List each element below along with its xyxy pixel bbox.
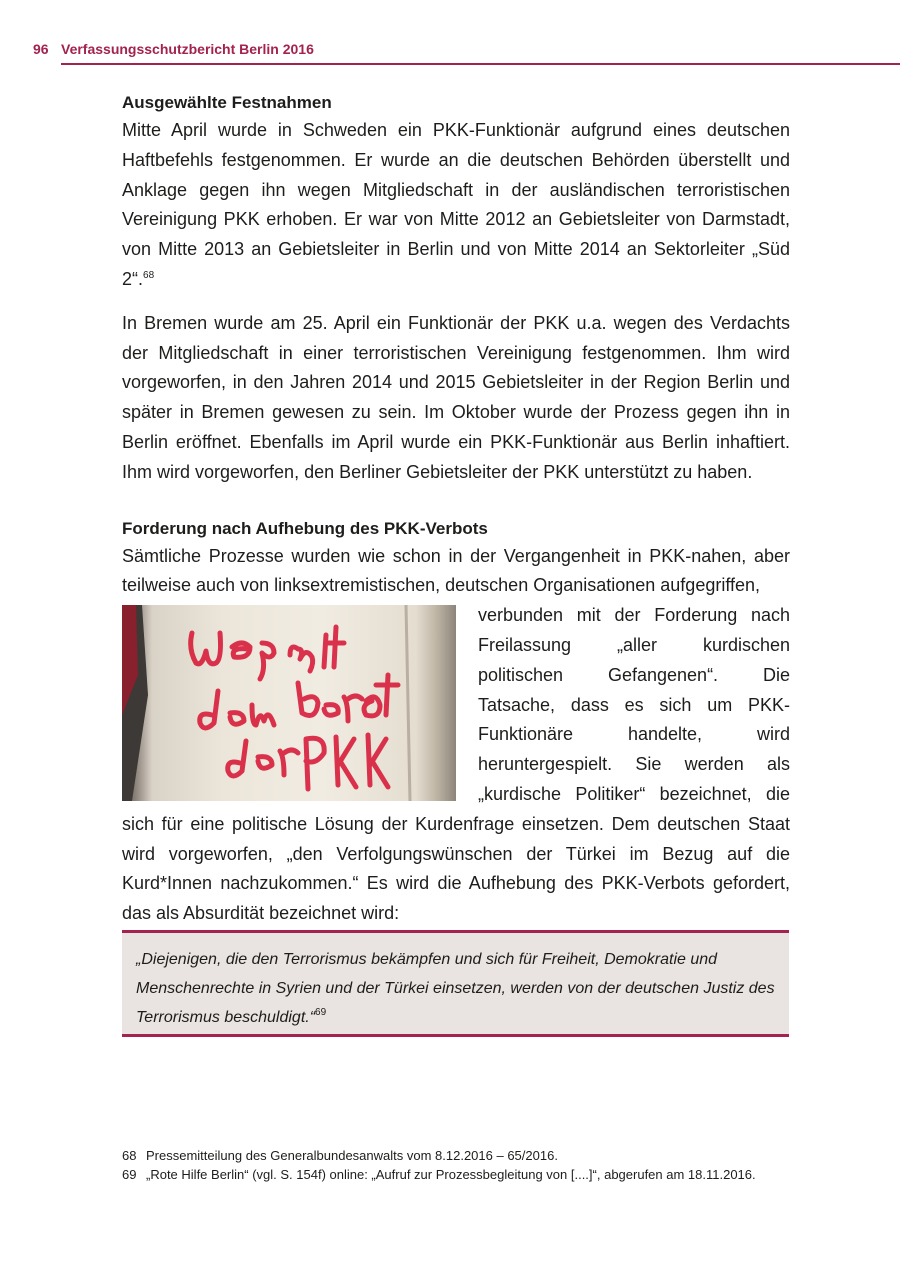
footnote-number: 68 — [122, 1148, 137, 1163]
graffiti-image — [122, 605, 456, 801]
footnote-ref: 69 — [315, 1007, 327, 1018]
footnote — [122, 1146, 790, 1165]
section-heading-festnahmen: Ausgewählte Festnahmen — [122, 93, 332, 112]
paragraph — [122, 116, 790, 295]
page-header — [33, 38, 900, 66]
quote-text: „Diejenigen, die den Terrorismus bekämpfen und sich für Freiheit, Demokratie und Menschenrechte in Syrien und der Türkei einsetzen, werden von der deutschen Justiz des Terrorismus beschuldigt.“ — [136, 951, 775, 1026]
page-number: 96 — [33, 41, 49, 57]
footnote-ref: 68 — [143, 269, 155, 281]
running-title: Verfassungsschutzbericht Berlin 2016 — [61, 41, 314, 57]
main-content — [122, 90, 790, 929]
graffiti-photo — [122, 605, 456, 801]
section-heading-forderung: Forderung nach Aufhebung des PKK-Verbots — [122, 518, 488, 538]
paragraph: In Bremen wurde am 25. April ein Funktionär der PKK u.a. wegen des Verdachts der Mitgliedschaft in einer terroristischen Vereinigung festgenommen. Ihm wird vorgeworfen, in den Jahren 2014 und 2015 Gebietsleiter in der Region Berlin und später in Bremen gewesen zu sein. Im Oktober wurde der Prozess gegen ihn in Berlin eröffnet. Ebenfalls im April wurde ein PKK-Funktionär aus Berlin inhaftiert. Ihm wird vorgeworfen, den Berliner Gebietsleiter der PKK unterstützt zu haben. — [122, 312, 790, 482]
quote-paragraph — [122, 933, 789, 1032]
footnote-number: 69 — [122, 1167, 137, 1182]
header-rule — [61, 63, 900, 65]
paragraph-text: Mitte April wurde in Schweden ein PKK-Funktionär aufgrund eines deutschen Haftbefehls festgenommen. Er wurde an die deutschen Behörden überstellt und Anklage gegen ihn wegen Mitgliedschaft in der ausländischen terroristischen Vereinigung PKK erhoben. Er war von Mitte 2012 an Gebietsleiter von Darmstadt, von Mitte 2013 an Gebietsleiter in Berlin und von Mitte 2014 an Sektorleiter „Süd 2“. — [122, 120, 790, 289]
footnote-text: „Rote Hilfe Berlin“ (vgl. S. 154f) online: „Aufruf zur Prozessbegleitung von [....]“, abgerufen am 18.11.2016. — [146, 1167, 756, 1182]
footnote-text: Pressemitteilung des Generalbundesanwalts vom 8.12.2016 – 65/2016. — [146, 1148, 558, 1163]
footnote — [122, 1165, 790, 1184]
footnotes — [122, 1146, 790, 1184]
blockquote — [122, 930, 789, 1037]
paragraph: Sämtliche Prozesse wurden wie schon in der Vergangenheit in PKK-nahen, aber teilweise auch von linksextremistischen, deutschen Organisationen aufgegriffen, — [122, 545, 790, 596]
paragraph: verbunden mit der Forderung nach Freilassung „aller kurdischen politischen Gefangenen“. Die Tatsache, dass es sich um PKK-Funktionäre handelte, wird heruntergespielt. Sie werden als „kurdische Politiker“ bezeichnet, die sich für eine politische Lösung der Kurdenfrage einsetzen. Dem deutschen Staat wird vorgeworfen, „den Verfolgungswünschen der Türkei im Bezug auf die Kurd*Innen nachzukommen.“ Es wird die Aufhebung des PKK-Verbots gefordert, das als Absurdität bezeichnet wird: — [122, 605, 790, 924]
